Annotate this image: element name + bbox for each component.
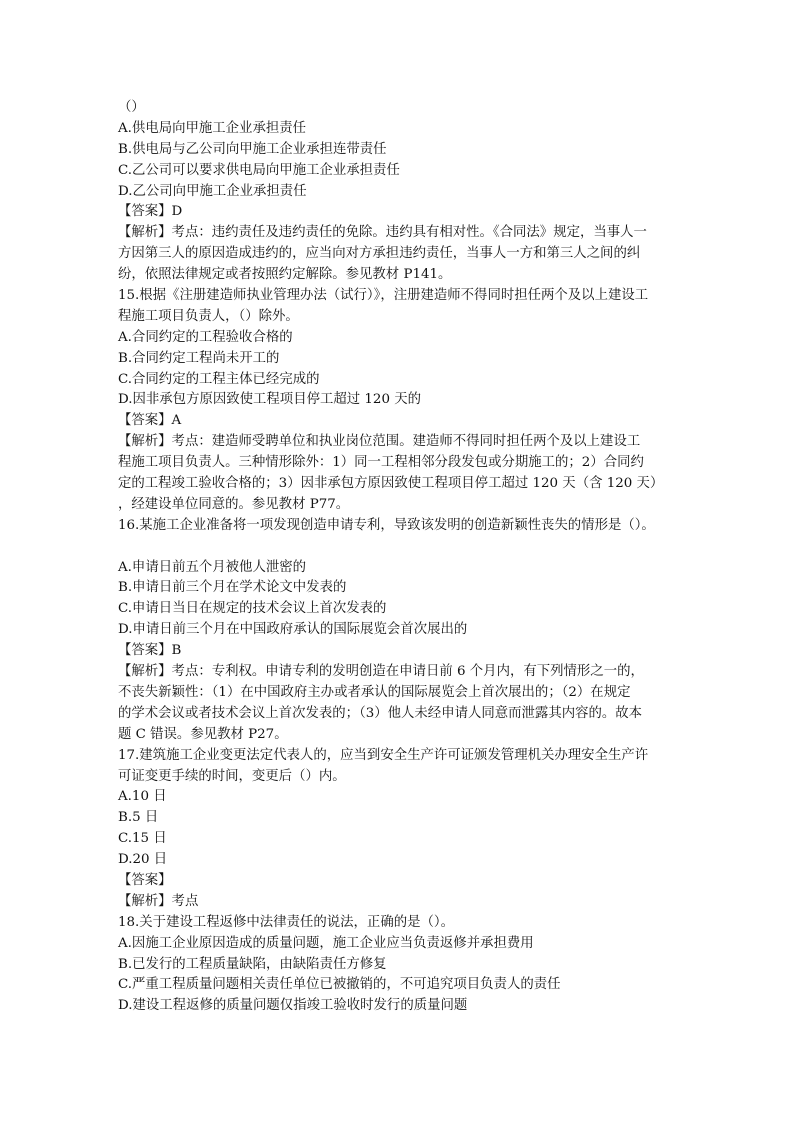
- option-line: C.合同约定的工程主体已经完成的: [118, 371, 320, 387]
- question-line: 可证变更手续的时间，变更后（）内。: [118, 768, 346, 784]
- analysis-line: 的学术会议或者技术会议上首次发表的；（3）他人未经申请人同意而泄露其内容的。故本: [118, 705, 643, 721]
- option-line: A.10 日: [118, 789, 167, 805]
- document-body: [118, 98, 684, 1017]
- option-line: A.申请日前五个月被他人泄密的: [118, 559, 307, 575]
- answer-line: 【答案】D: [118, 204, 183, 220]
- option-line: D.申请日前三个月在中国政府承认的国际展览会首次展出的: [118, 622, 468, 638]
- answer-line: 【答案】B: [118, 643, 182, 659]
- option-line: D.因非承包方原因致使工程项目停工超过 120 天的: [118, 392, 422, 408]
- question-line: 17.建筑施工企业变更法定代表人的，应当到安全生产许可证颁发管理机关办理安全生产许: [118, 747, 649, 763]
- option-line: C.申请日当日在规定的技术会议上首次发表的: [118, 601, 387, 617]
- option-line: B.5 日: [118, 810, 159, 826]
- option-line: A.合同约定的工程验收合格的: [118, 329, 293, 345]
- answer-line: 【答案】: [118, 872, 172, 888]
- analysis-line: 定的工程竣工验收合格的；3）因非承包方原因致使工程项目停工超过 120 天（含 120 天）: [118, 476, 664, 492]
- analysis-line: 【解析】考点：建造师受聘单位和执业岗位范围。建造师不得同时担任两个及以上建设工: [118, 434, 641, 450]
- analysis-line: 【解析】考点：专利权。申请专利的发明创造在申请日前 6 个月内，有下列情形之一的，: [118, 664, 644, 680]
- blank-line: [118, 537, 684, 558]
- analysis-line: 不丧失新颖性：（1）在中国政府主办或者承认的国际展览会上首次展出的；（2）在规定: [118, 684, 631, 700]
- option-line: C.15 日: [118, 831, 167, 847]
- answer-line: 【答案】A: [118, 413, 182, 429]
- option-line: D.20 日: [118, 852, 168, 868]
- question-line: 程施工项目负责人，（）除外。: [118, 308, 299, 324]
- text-line: （）: [118, 100, 145, 115]
- option-line: D.乙公司向甲施工企业承担责任: [118, 183, 307, 199]
- option-line: B.合同约定工程尚未开工的: [118, 350, 280, 366]
- analysis-line: 题 C 错误。参见教材 P27。: [118, 726, 288, 742]
- option-line: C.严重工程质量问题相关责任单位已被撤销的，不可追究项目负责人的责任: [118, 977, 561, 993]
- question-line: 18.关于建设工程返修中法律责任的说法，正确的是（）。: [118, 914, 454, 930]
- option-line: A.因施工企业原因造成的质量问题，施工企业应当负责返修并承担费用: [118, 935, 534, 951]
- analysis-line: ，经建设单位同意的。参见教材 P77。: [118, 496, 350, 512]
- question-line: 15.根据《注册建造师执业管理办法（试行）》，注册建造师不得同时担任两个及以上建设工: [118, 288, 649, 304]
- analysis-line: 【解析】考点: [118, 893, 199, 909]
- option-line: B.供电局与乙公司向甲施工企业承担连带责任: [118, 141, 387, 157]
- option-line: A.供电局向甲施工企业承担责任: [118, 120, 307, 136]
- analysis-line: 程施工项目负责人。三种情形除外：1）同一工程相邻分段发包或分期施工的；2）合同约: [118, 455, 644, 471]
- option-line: D.建设工程返修的质量问题仅指竣工验收时发行的质量问题: [118, 998, 468, 1014]
- option-line: B.申请日前三个月在学术论文中发表的: [118, 580, 347, 596]
- analysis-line: 方因第三人的原因造成违约的，应当向对方承担违约责任，当事人一方和第三人之间的纠: [118, 246, 641, 262]
- analysis-line: 【解析】考点：违约责任及违约责任的免除。违约具有相对性。《合同法》规定，当事人一: [118, 225, 647, 241]
- question-line: 16.某施工企业准备将一项发现创造申请专利，导致该发明的创造新颖性丧失的情形是（）。: [118, 517, 655, 533]
- option-line: B.已发行的工程质量缺陷，由缺陷责任方修复: [118, 956, 387, 972]
- analysis-line: 纷，依照法律规定或者按照约定解除。参见教材 P141。: [118, 267, 452, 283]
- option-line: C.乙公司可以要求供电局向甲施工企业承担责任: [118, 162, 400, 178]
